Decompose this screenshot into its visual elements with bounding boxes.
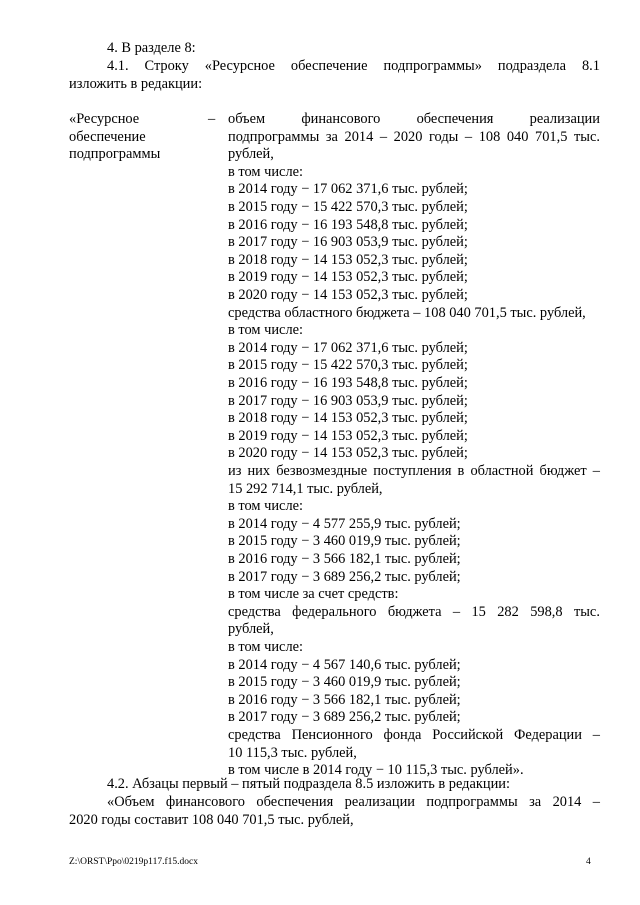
regional-heading: в том числе: — [228, 322, 304, 339]
federal-line2: рублей, — [228, 621, 274, 638]
grants-line1: из них безвозмездные поступления в областной бюджет – — [228, 463, 600, 479]
grants-line2: 15 292 714,1 тыс. рублей, — [228, 480, 383, 497]
in-total-heading: в том числе: — [228, 163, 304, 180]
pension-line3: в том числе в 2014 году − 10 115,3 тыс. рублей». — [228, 762, 524, 779]
total-year-row: в 2019 году − 14 153 052,3 тыс. рублей; — [228, 269, 468, 286]
left-label-line: подпрограммы — [69, 146, 161, 163]
federal-year-row: в 2017 году − 3 689 256,2 тыс. рублей; — [228, 709, 461, 726]
federal-year-row: в 2014 году − 4 567 140,6 тыс. рублей; — [228, 656, 461, 673]
federal-line1: средства федерального бюджета – 15 282 598,8 тыс. — [228, 603, 600, 620]
regional-year-row: в 2014 году − 17 062 371,6 тыс. рублей; — [228, 339, 468, 356]
pension-line2: 10 115,3 тыс. рублей, — [228, 744, 357, 761]
footer-file-path: Z:\ORST\Ppo\0219p117.f15.docx — [69, 857, 198, 867]
label-dash: – — [208, 111, 216, 127]
regional-year-row: в 2015 году − 15 422 570,3 тыс. рублей; — [228, 357, 468, 374]
total-line1: объем финансового обеспечения реализации — [228, 111, 600, 127]
grants-heading: в том числе: — [228, 498, 304, 515]
total-line2: подпрограммы за 2014 – 2020 годы – 108 040 701,5 тыс. — [228, 128, 600, 145]
page-number: 4 — [586, 857, 591, 867]
clause-4-1-line2: изложить в редакции: — [69, 76, 203, 92]
regional-year-row: в 2017 году − 16 903 053,9 тыс. рублей; — [228, 392, 468, 409]
federal-year-row: в 2015 году − 3 460 019,9 тыс. рублей; — [228, 674, 461, 691]
grants-year-row: в 2014 году − 4 577 255,9 тыс. рублей; — [228, 515, 461, 532]
regional-year-row: в 2016 году − 16 193 548,8 тыс. рублей; — [228, 375, 468, 391]
regional-year-row: в 2019 году − 14 153 052,3 тыс. рублей; — [228, 427, 468, 444]
grants-year-row: в 2015 году − 3 460 019,9 тыс. рублей; — [228, 533, 461, 550]
clause-4-2-line3: 2020 годы составит 108 040 701,5 тыс. рублей, — [69, 812, 354, 828]
clause-4-2-line1: 4.2. Абзацы первый – пятый подраздела 8.5 изложить в редакции: — [107, 776, 510, 792]
federal-year-row: в 2016 году − 3 566 182,1 тыс. рублей; — [228, 691, 461, 708]
left-label-line: обеспечение — [69, 128, 146, 145]
total-line3: рублей, — [228, 146, 274, 163]
left-label-line: «Ресурсное — [69, 111, 140, 127]
sources-heading: в том числе за счет средств: — [228, 586, 399, 603]
grants-year-row: в 2017 году − 3 689 256,2 тыс. рублей; — [228, 568, 461, 585]
clause-4-1-line1: 4.1. Строку «Ресурсное обеспечение подпрограммы» подраздела 8.1 — [107, 58, 600, 74]
section-heading: 4. В разделе 8: — [107, 40, 196, 56]
regional-year-row: в 2018 году − 14 153 052,3 тыс. рублей; — [228, 410, 468, 427]
federal-heading: в том числе: — [228, 639, 304, 655]
total-year-row: в 2018 году − 14 153 052,3 тыс. рублей; — [228, 251, 468, 268]
pension-line1: средства Пенсионного фонда Российской Федерации – — [228, 727, 600, 743]
regional-year-row: в 2020 году − 14 153 052,3 тыс. рублей; — [228, 445, 468, 462]
total-year-row: в 2020 году − 14 153 052,3 тыс. рублей; — [228, 287, 468, 303]
total-year-row: в 2016 году − 16 193 548,8 тыс. рублей; — [228, 216, 468, 233]
clause-4-2-line2: «Объем финансового обеспечения реализации подпрограммы за 2014 – — [107, 794, 600, 810]
total-year-row: в 2017 году − 16 903 053,9 тыс. рублей; — [228, 234, 468, 251]
total-year-row: в 2014 году − 17 062 371,6 тыс. рублей; — [228, 181, 468, 198]
regional-line: средства областного бюджета – 108 040 701,5 тыс. рублей, — [228, 304, 586, 321]
total-year-row: в 2015 году − 15 422 570,3 тыс. рублей; — [228, 199, 468, 215]
grants-year-row: в 2016 году − 3 566 182,1 тыс. рублей; — [228, 551, 461, 567]
